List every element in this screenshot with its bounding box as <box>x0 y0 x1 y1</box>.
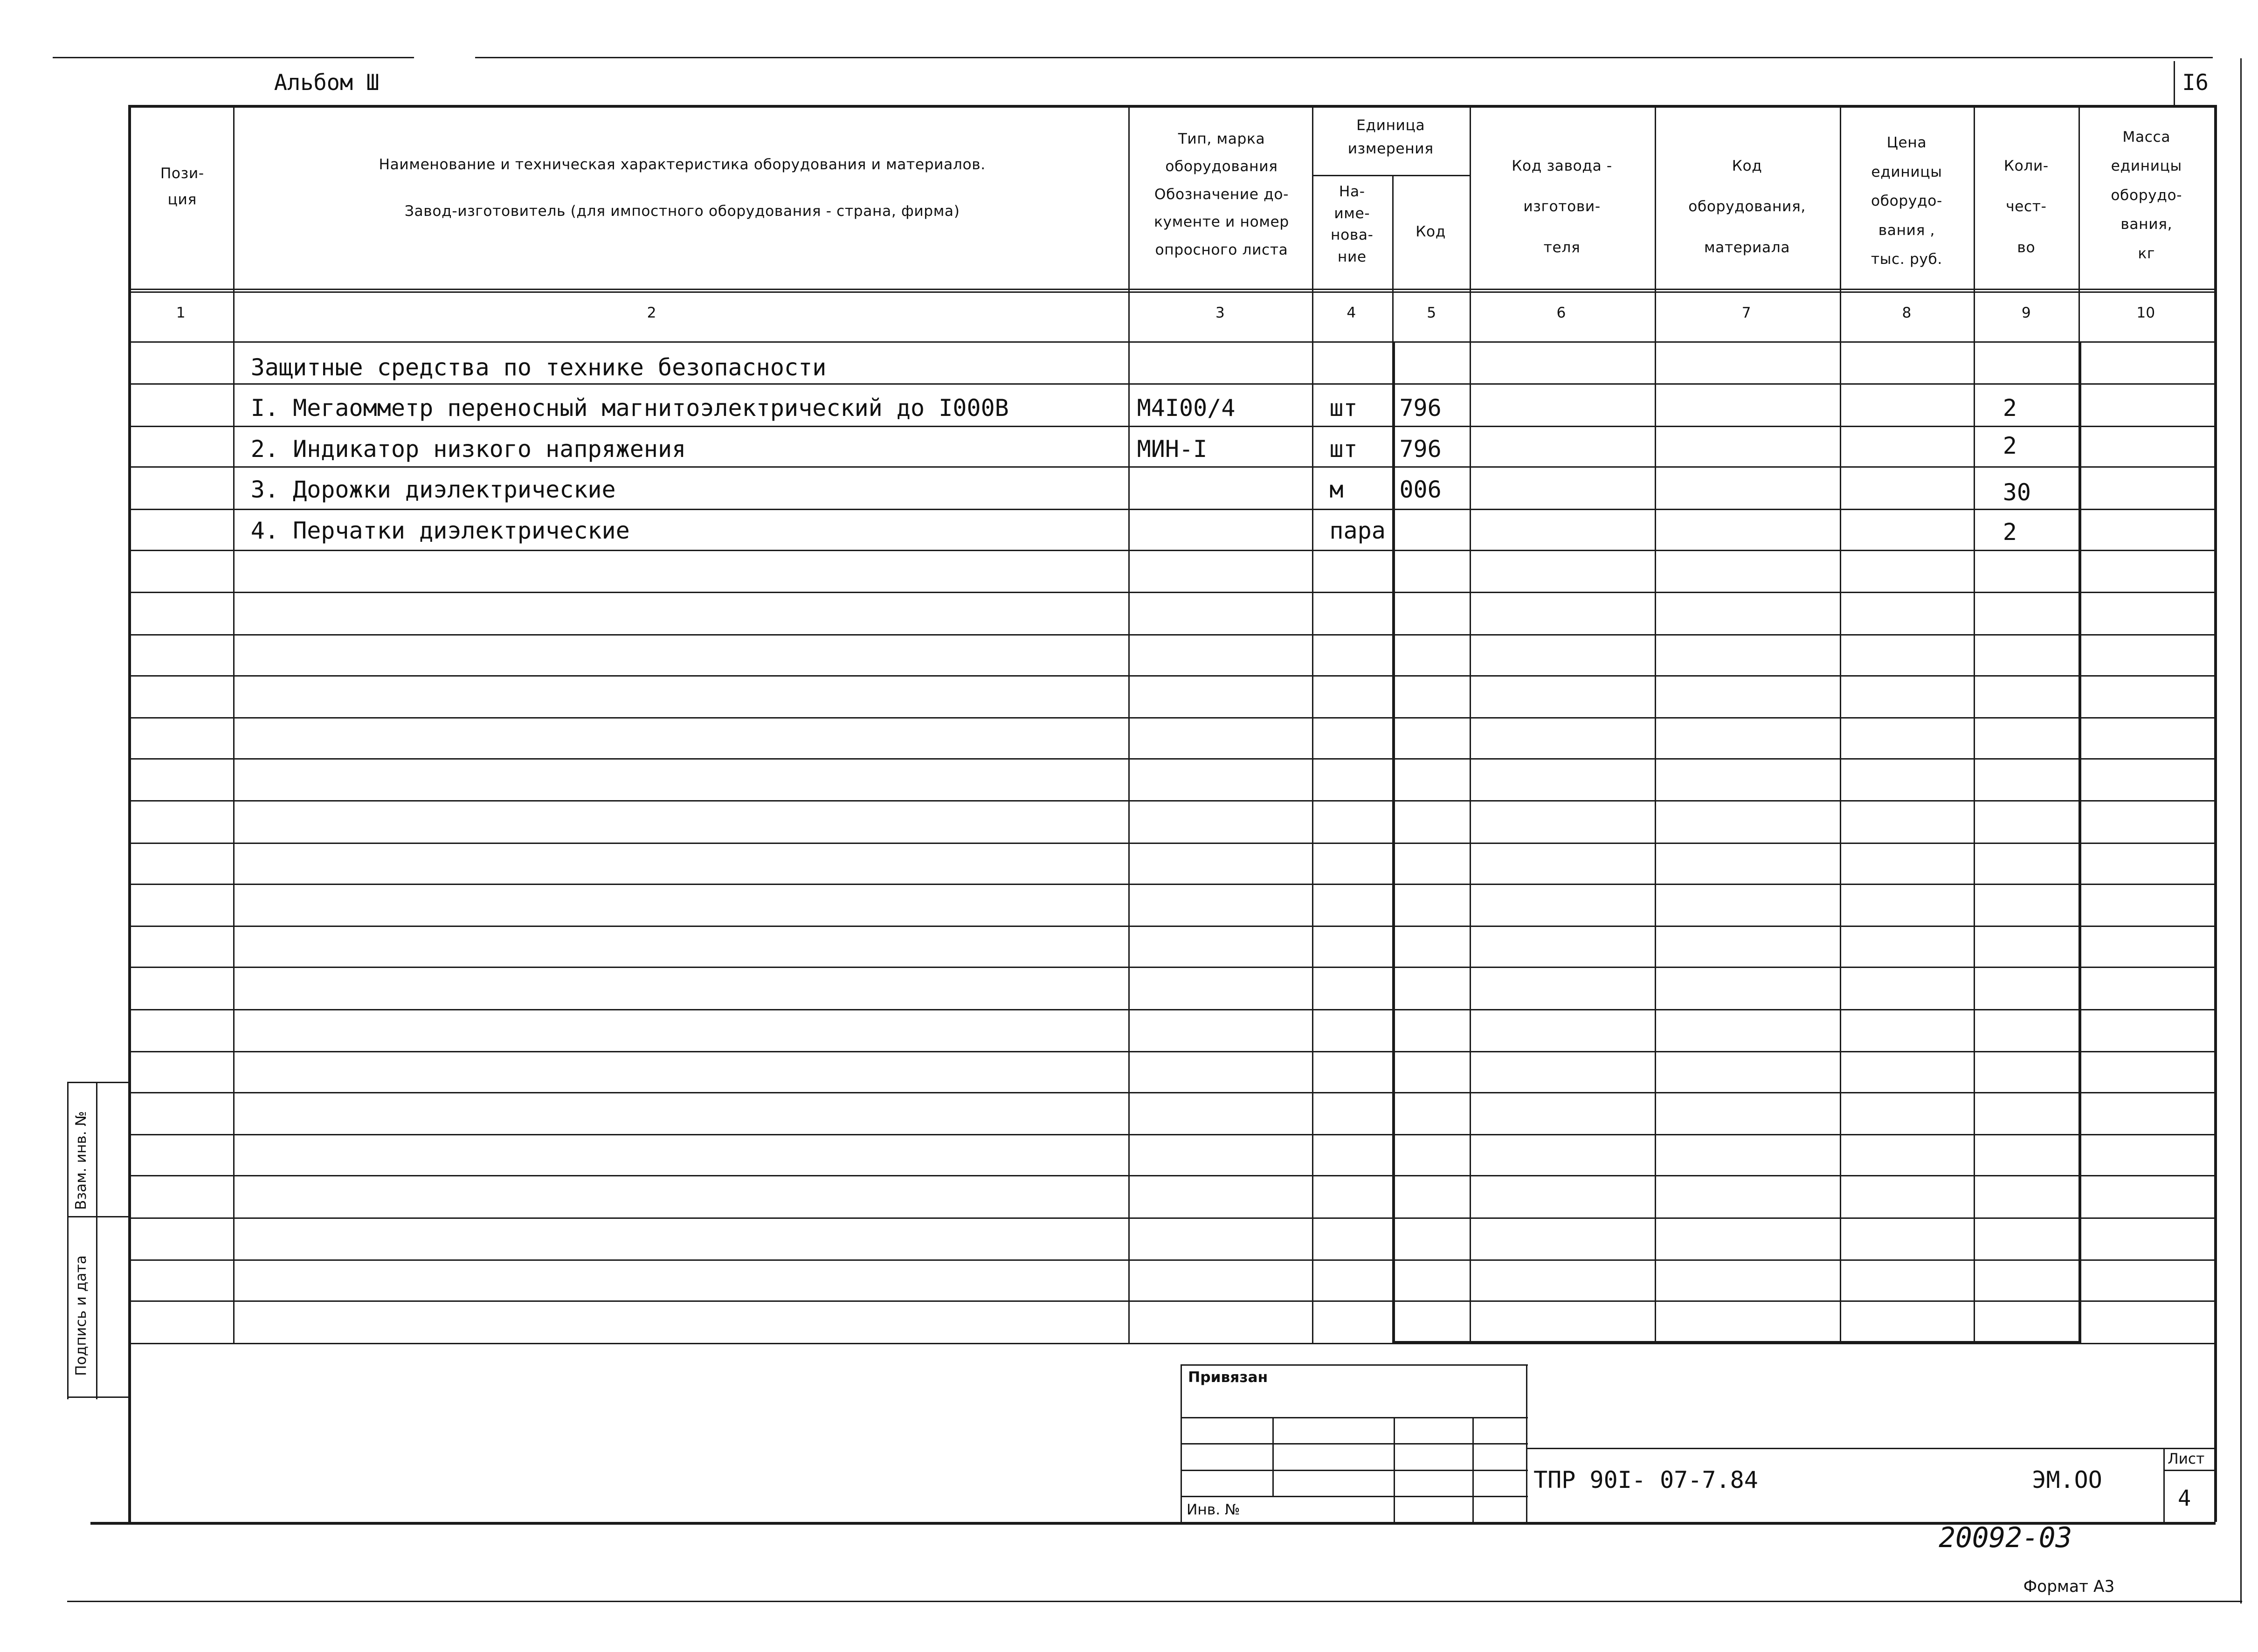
column-number: 2 <box>647 304 656 322</box>
row-rule <box>128 758 2216 760</box>
sheet-box-left <box>2163 1448 2165 1522</box>
header-unit-code: Код <box>1416 223 1446 240</box>
header-price: Цена единицы оборудо- вания , тыс. руб. <box>1871 134 1942 268</box>
side-stamp-left-rule <box>67 1082 69 1400</box>
row-name: 4. Перчатки диэлектрические <box>250 517 630 544</box>
side-stamp-mid-rule <box>96 1082 97 1400</box>
row-unit: шт <box>1329 394 1358 422</box>
row-rule <box>128 634 2216 636</box>
header-quantity: Коли- чест- во <box>2003 157 2049 256</box>
header-unit-group: Единица измерения <box>1347 117 1434 157</box>
top-rule-right <box>475 57 2213 58</box>
row-rule <box>128 1051 2216 1052</box>
frame-top <box>128 105 2216 108</box>
title-block-top <box>1526 1448 2216 1449</box>
row-rule <box>128 675 2216 677</box>
handwritten-number: 20092-03 <box>1939 1522 2072 1555</box>
column-number: 10 <box>2136 304 2155 322</box>
col-rule-6 <box>1655 105 1656 1344</box>
document-designation: ТПР 90I- 07-7.84 <box>1533 1466 1758 1494</box>
row-code: 006 <box>1399 476 1442 504</box>
row-type: МИН-I <box>1137 435 1208 463</box>
row-quantity: 2 <box>2003 394 2017 422</box>
row-rule <box>128 1092 2216 1093</box>
bound-label: Привязан <box>1188 1369 1268 1386</box>
bound-block-rule-3 <box>1181 1470 1527 1471</box>
row-rule <box>128 1343 2216 1344</box>
row-quantity: 2 <box>2003 518 2017 546</box>
format-label: Формат А3 <box>2023 1577 2115 1596</box>
column-number: 3 <box>1215 304 1225 322</box>
row-rule <box>128 1134 2216 1135</box>
header-bottom-rule <box>128 289 2216 290</box>
footer-rule <box>67 1601 2242 1602</box>
row-rule <box>128 592 2216 593</box>
section-title: Защитные средства по технике безопасности <box>250 353 827 381</box>
inv-no-label: Инв. № <box>1186 1501 1240 1519</box>
row-quantity: 2 <box>2003 432 2017 460</box>
row-rule <box>128 1217 2216 1219</box>
album-label: Альбом Ш <box>274 70 380 96</box>
side-stamp-rule-2 <box>67 1216 128 1217</box>
row-quantity: 30 <box>2003 479 2031 506</box>
bound-block-rule-4 <box>1181 1496 1527 1497</box>
frame-bottom <box>90 1522 2216 1525</box>
header-name-line2: Завод-изготовитель (для импостного оборудования - страна, фирма) <box>404 203 960 220</box>
row-type: М4I00/4 <box>1137 394 1236 422</box>
frame-left <box>128 105 131 1522</box>
row-unit: шт <box>1329 435 1358 463</box>
col-rule-8 <box>1974 105 1975 1344</box>
side-stamp-rule-3 <box>67 1396 128 1398</box>
column-number: 8 <box>1902 304 1912 322</box>
side-label-signature: Подпись и дата <box>73 1255 90 1376</box>
row-code: 796 <box>1399 394 1442 422</box>
row-rule <box>128 1300 2216 1302</box>
row-name: 3. Дорожки диэлектрические <box>250 476 616 504</box>
header-position: Пози- ция <box>160 165 204 208</box>
row-code: 796 <box>1399 435 1442 463</box>
column-number: 9 <box>2021 304 2031 322</box>
row-rule <box>128 967 2216 968</box>
bound-block-col-3 <box>1472 1417 1474 1522</box>
col-rule-2 <box>1128 105 1130 1344</box>
col-rule-3 <box>1312 105 1313 1344</box>
bound-block-top <box>1181 1364 1527 1366</box>
row-unit: м <box>1329 476 1344 504</box>
bound-block-col-1 <box>1272 1417 1274 1496</box>
row-rule <box>128 1175 2216 1176</box>
column-number: 4 <box>1347 304 1356 322</box>
page-number: I6 <box>2182 70 2209 96</box>
row-rule <box>128 550 2216 551</box>
row-rule <box>128 509 2216 510</box>
bound-block-rule-2 <box>1181 1443 1527 1445</box>
row-rule <box>128 926 2216 927</box>
colnum-bottom-rule <box>128 341 2216 343</box>
right-edge-rule <box>2240 58 2242 1604</box>
col-rule-5 <box>1470 105 1471 1344</box>
column-number: 7 <box>1741 304 1751 322</box>
row-name: 2. Индикатор низкого напряжения <box>250 435 686 463</box>
row-rule <box>128 843 2216 844</box>
sheet-box-rule <box>2163 1470 2216 1471</box>
side-label-inventory: Взам. инв. № <box>73 1111 90 1210</box>
row-rule <box>128 800 2216 802</box>
row-unit: пара <box>1329 517 1386 544</box>
column-number: 1 <box>176 304 186 322</box>
bound-block-col-2 <box>1394 1417 1395 1522</box>
row-rule <box>128 426 2216 427</box>
top-rule-left <box>53 57 414 58</box>
header-unit-name: На- име- нова- ние <box>1331 183 1374 266</box>
header-name-line1: Наименование и техническая характеристика оборудования и материалов. <box>379 156 986 173</box>
row-rule <box>128 1259 2216 1261</box>
sheet-label: Лист <box>2168 1450 2205 1467</box>
header-bottom-rule-2 <box>128 291 2216 293</box>
row-rule <box>128 383 2216 385</box>
col-rule-1 <box>233 105 235 1344</box>
bound-block-rule-1 <box>1181 1417 1527 1418</box>
row-rule <box>128 717 2216 719</box>
header-mass: Масса единицы оборудо- вания, кг <box>2111 128 2182 262</box>
page-number-divider <box>2174 61 2175 105</box>
column-number: 6 <box>1556 304 1566 322</box>
frame-right <box>2214 105 2217 1522</box>
column-number: 5 <box>1427 304 1436 322</box>
header-type: Тип, марка оборудования Обозначение до- кументе и номер опросного листа <box>1154 130 1289 258</box>
unit-subheader-rule <box>1312 175 1470 176</box>
document-code: ЭМ.ОО <box>2032 1466 2102 1494</box>
sheet-number: 4 <box>2177 1485 2191 1511</box>
header-equipment-code: Код оборудования, материала <box>1688 157 1806 256</box>
header-factory-code: Код завода - изготови- теля <box>1512 157 1612 256</box>
row-rule <box>128 884 2216 885</box>
row-rule <box>128 466 2216 468</box>
row-rule <box>128 1009 2216 1010</box>
row-name: I. Мегаомметр переносный магнитоэлектрический до I000В <box>250 394 1009 422</box>
col-rule-7 <box>1840 105 1841 1344</box>
side-stamp-rule-1 <box>67 1082 128 1083</box>
